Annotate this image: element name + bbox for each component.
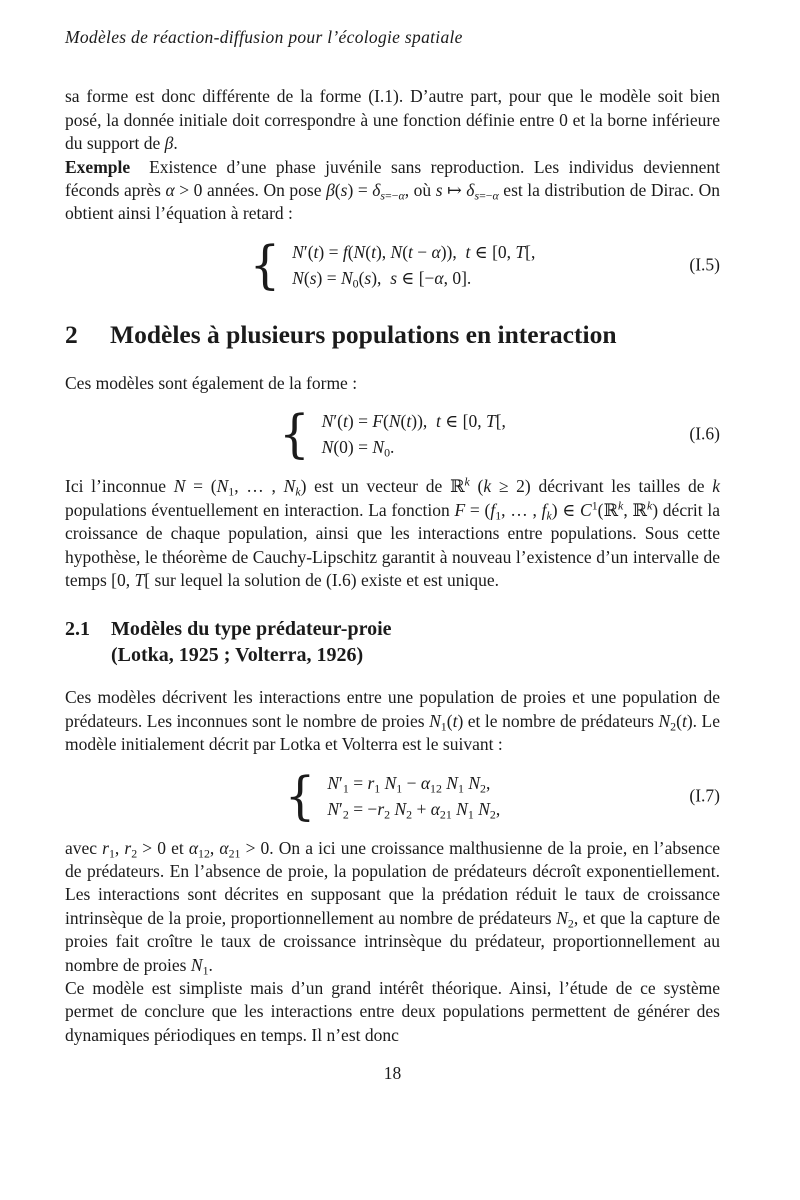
running-header: Modèles de réaction-diffusion pour l’écologie spatiale bbox=[65, 27, 463, 47]
equation-lines bbox=[322, 408, 506, 460]
section-title: Modèles à plusieurs populations en interaction bbox=[110, 319, 617, 349]
equation-number: (I.7) bbox=[689, 784, 720, 805]
equation-i6 bbox=[65, 404, 720, 465]
subsection-heading-2-1 bbox=[65, 617, 720, 668]
subsection-title bbox=[111, 617, 392, 668]
paragraph-avec: avec $r_1$, $r_2 > 0$ et $\alpha_{12}$, $\alpha_{21} > 0$. On a ici une croissance malthusienne de la proie, en l’absence de prédateurs. En l’absence de proie, la population de prédateurs décroît exponentiellement. Les interactions sont décrites en supposant que la prédation réduit le taux de croissance intrinsèque de la proie, proportionnellement au nombre de prédateurs $N_2$, et que la capture de proies fait croître le taux de croissance intrinsèque du prédateur, proportionnellement au nombre de proies $N_1$. bbox=[65, 837, 720, 977]
equation-i7 bbox=[65, 765, 720, 826]
section-number: 2 bbox=[65, 319, 78, 349]
section-heading-2 bbox=[65, 319, 720, 350]
equation-body bbox=[279, 404, 506, 465]
equation-line: N′(t) = F(N(t)), t ∈ [0, T[, bbox=[321, 411, 506, 432]
subsection-title-line2: (Lotka, 1925 ; Volterra, 1926) bbox=[111, 643, 364, 666]
subsection-number: 2.1 bbox=[65, 618, 90, 641]
paragraph-inconnue: Ici l’inconnue $N = (N_1$, … , $N_k$) est un vecteur de ℝ$^k$ (k ≥ 2) décrivant les tailles de k populations éventuellement en interaction. La fonction $F = (f_1$, … , $f_k$) ∈ $C^1(ℝ^k$, ℝ$^k$) décrit la croissance de chaque population, ainsi que les interactions entre populations. Sous cette hypothèse, le théorème de Cauchy-Lipschitz garantit à nouveau l’existence d’un intervalle de temps [0, T[ sur lequel la solution de (I.6) existe et est unique. bbox=[65, 474, 721, 590]
equation-body bbox=[249, 234, 536, 296]
left-brace: { bbox=[249, 234, 281, 296]
paragraph-example: Exemple Existence d’une phase juvénile sans reproduction. Les individus deviennent féconds après α > 0 années. On pose $\beta(s) = \delta_{s=-\alpha}$, où s ↦ $\delta_{s=-\alpha}$ est la distribution de Dirac. On obtient ainsi l’équation à retard : bbox=[65, 156, 720, 224]
equation-line: $N(s) = N_0(s)$, s ∈ [−α, 0]. bbox=[292, 267, 472, 291]
paragraph-conclusion: Ce modèle est simpliste mais d’un grand intérêt théorique. Ainsi, l’étude de ce système permet de conclure que les interactions entre deux populations permettent de générer des dynamiques périodiques en temps. Il n’est donc bbox=[65, 978, 720, 1045]
subsection-title-line1: Modèles du type prédateur-proie bbox=[111, 618, 392, 641]
equation-body bbox=[284, 765, 501, 826]
equation-line: $N'_1 = r_1$ $N_1 - \alpha_{12}$ $N_1$ $N_2$, bbox=[327, 772, 491, 795]
equation-number: (I.6) bbox=[689, 423, 720, 444]
left-brace: { bbox=[284, 765, 316, 826]
equation-number: (I.5) bbox=[689, 254, 720, 275]
paragraph-lotka: Ces modèles décrivent les interactions entre une population de proies et une population de prédateurs. Les inconnues sont le nombre de proies $N_1(t)$ et le nombre de prédateurs $N_2(t)$. Le modèle initialement décrit par Lotka et Volterra est le suivant : bbox=[65, 687, 720, 755]
equation-line: $N(0) = N_0$. bbox=[321, 437, 395, 460]
paragraph-forme: Ces modèles sont également de la forme : bbox=[65, 372, 358, 393]
equation-line: N′(t) = f(N(t), N(t − α)), t ∈ [0, T[, bbox=[292, 241, 536, 262]
paragraph-opening: sa forme est donc différente de la forme (I.1). D’autre part, pour que le modèle soit bien posé, la donnée initiale doit correspondre à une fonction définie entre 0 et la borne inférieure du support de β. bbox=[65, 86, 720, 154]
equation-i5 bbox=[65, 234, 720, 296]
left-brace: { bbox=[279, 404, 310, 465]
equation-lines bbox=[327, 770, 500, 822]
equation-lines bbox=[292, 239, 535, 291]
page-number: 18 bbox=[383, 1063, 402, 1084]
equation-line: $N'_2 = -r_2$ $N_2 + \alpha_{21}$ $N_1$ $N_2$, bbox=[327, 798, 501, 821]
